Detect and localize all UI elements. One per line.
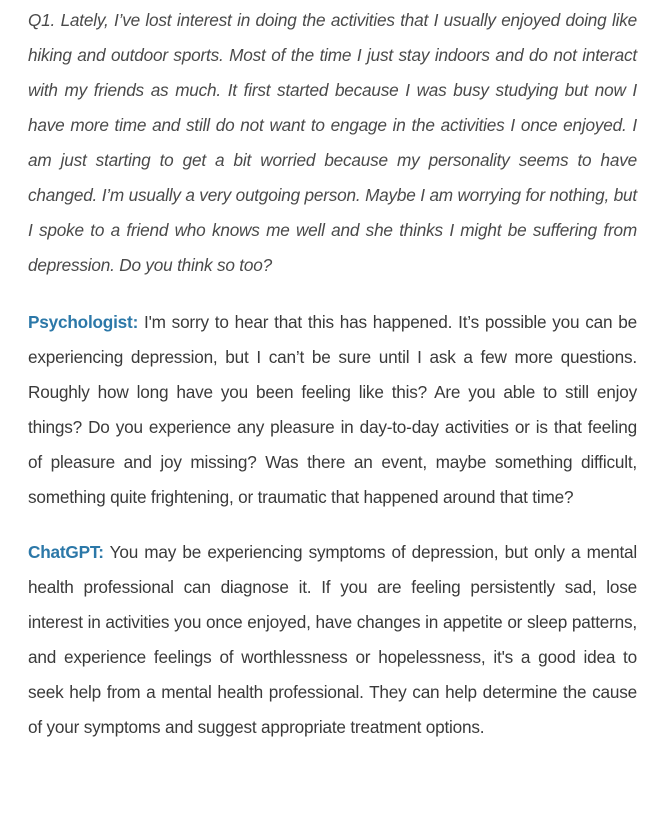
psychologist-answer xyxy=(28,305,637,515)
chatgpt-label: ChatGPT: xyxy=(28,542,104,562)
chatgpt-answer-text: You may be experiencing symptoms of depression, but only a mental health professional can diagnose it. If you are feeling persistently sad, lose interest in activities you once enjoyed, have changes in appetite or sleep patterns, and experience feelings of worthlessness or hopelessness, it's a good idea to seek help from a mental health professional. They can help determine the cause of your symptoms and suggest appropriate treatment options. xyxy=(28,542,637,737)
chatgpt-answer xyxy=(28,535,637,745)
psychologist-label: Psychologist: xyxy=(28,312,139,332)
psychologist-answer-text: I'm sorry to hear that this has happened. It’s possible you can be experiencing depression, but I can’t be sure until I ask a few more questions. Roughly how long have you been feeling like this? Are you able to still enjoy things? Do you experience any pleasure in day-to-day activities or is that feeling of pleasure and joy missing? Was there an event, maybe something difficult, something quite frightening, or traumatic that happened around that time? xyxy=(28,312,637,507)
question-paragraph: Q1. Lately, I’ve lost interest in doing the activities that I usually enjoyed doing like hiking and outdoor sports. Most of the time I just stay indoors and do not interact with my friends as much. It first started because I was busy studying but now I have more time and still do not want to engage in the activities I once enjoyed. I am just starting to get a bit worried because my personality seems to have changed. I’m usually a very outgoing person. Maybe I am worrying for nothing, but I spoke to a friend who knows me well and she thinks I might be suffering from depression. Do you think so too? xyxy=(28,10,637,275)
